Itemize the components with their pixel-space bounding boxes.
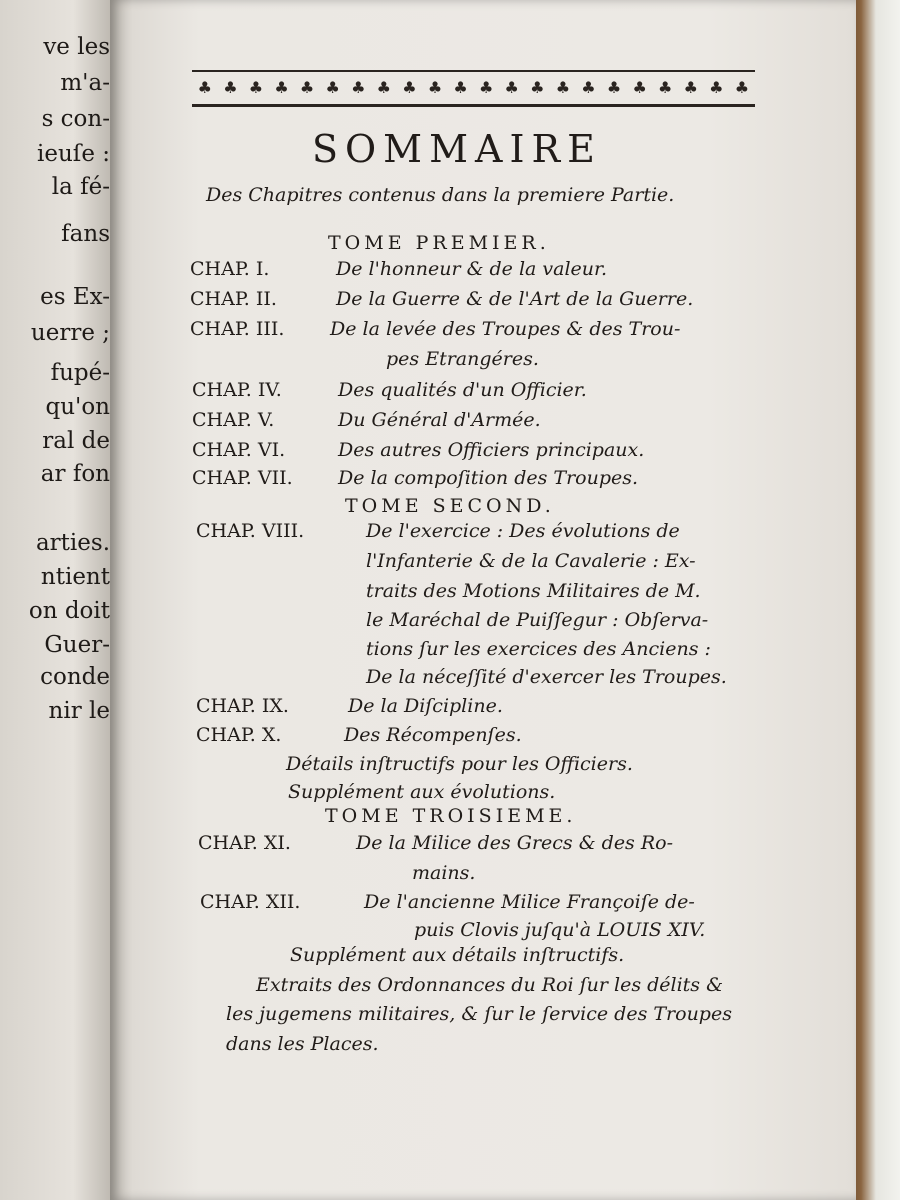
club-ornament-icon: ♣: [632, 78, 647, 97]
left-page-fragment: fupé-: [50, 360, 110, 386]
club-ornament-icon: ♣: [274, 78, 289, 97]
left-page-fragment: ntient: [40, 564, 110, 590]
tome-heading: TOME PREMIER.: [328, 232, 550, 254]
left-page-fragment: s con-: [41, 106, 110, 132]
club-ornament-icon: ♣: [709, 78, 724, 97]
chapter-label: CHAP. X.: [196, 724, 282, 746]
left-page-fragment: Guer-: [44, 632, 110, 658]
chapter-label: CHAP. IX.: [196, 695, 289, 717]
left-page-fragment: ar fon: [40, 461, 110, 487]
chapter-label: CHAP. XII.: [200, 891, 301, 913]
facing-left-page: [0, 0, 122, 1200]
chapter-title-continued: le Maréchal de Puiſſegur : Obſerva-: [366, 609, 709, 631]
chapter-label: CHAP. VII.: [192, 467, 293, 489]
left-page-fragment: uerre ;: [30, 320, 110, 346]
club-ornament-icon: ♣: [402, 78, 417, 97]
club-ornament-icon: ♣: [453, 78, 468, 97]
chapter-title: De l'honneur & de la valeur.: [336, 258, 608, 280]
club-ornament-icon: ♣: [606, 78, 622, 97]
detail-line: Supplément aux détails inſtructifs.: [290, 944, 625, 966]
chapter-title: De l'ancienne Milice Françoiſe de-: [364, 891, 695, 913]
club-ornament-icon: ♣: [427, 78, 443, 97]
left-page-fragment: es Ex-: [40, 284, 110, 310]
left-page-fragment: ieuſe :: [37, 141, 110, 167]
chapter-title-continued: De la néceſſité d'exercer les Troupes.: [366, 666, 727, 688]
club-ornament-icon: ♣: [658, 78, 673, 97]
closing-line: Extraits des Ordonnances du Roi ſur les délits &: [256, 974, 724, 996]
chapter-title-continued: pes Etrangéres.: [386, 348, 539, 370]
chapter-title-continued: tions ſur les exercices des Anciens :: [366, 638, 711, 660]
chapter-title-continued: traits des Motions Militaires de M.: [366, 580, 701, 602]
chapter-label: CHAP. IV.: [192, 379, 282, 401]
left-page-fragment: la fé-: [51, 174, 110, 200]
chapter-label: CHAP. VIII.: [196, 520, 305, 542]
chapter-title-continued: puis Clovis juſqu'à LOUIS XIV.: [414, 919, 706, 941]
left-page-fragment: qu'on: [45, 394, 110, 420]
club-ornament-icon: ♣: [734, 78, 750, 97]
club-ornament-icon: ♣: [248, 78, 264, 97]
club-ornament-icon: ♣: [683, 78, 698, 97]
chapter-label: CHAP. V.: [192, 409, 275, 431]
club-ornament-icon: ♣: [197, 78, 212, 97]
detail-line: Détails inſtructifs pour les Officiers.: [286, 753, 633, 775]
left-page-fragment: conde: [40, 664, 110, 690]
club-ornament-icon: ♣: [530, 78, 545, 97]
club-ornament-icon: ♣: [325, 78, 340, 97]
chapter-title: Des autres Officiers principaux.: [338, 439, 645, 461]
chapter-title-continued: mains.: [412, 862, 476, 884]
club-ornament-icon: ♣: [581, 78, 596, 97]
tome-heading: TOME SECOND.: [345, 495, 555, 517]
page-subtitle: Des Chapitres contenus dans la premiere Partie.: [206, 184, 675, 206]
chapter-label: CHAP. II.: [190, 288, 277, 310]
club-ornament-icon: ♣: [299, 78, 315, 97]
left-page-fragment: fans: [61, 221, 110, 247]
club-ornament-icon: ♣: [351, 78, 366, 97]
left-page-fragment: ral de: [42, 428, 110, 454]
chapter-title: Des Récompenſes.: [344, 724, 522, 746]
chapter-label: CHAP. VI.: [192, 439, 286, 461]
ornament-band: [192, 70, 755, 107]
chapter-title: De la levée des Troupes & des Trou-: [330, 318, 681, 340]
chapter-title: De la Milice des Grecs & des Ro-: [356, 832, 674, 854]
club-ornament-icon: ♣: [504, 78, 519, 97]
detail-line: Supplément aux évolutions.: [288, 781, 556, 803]
chapter-label: CHAP. III.: [190, 318, 285, 340]
club-ornament-icon: ♣: [376, 78, 391, 97]
club-ornament-icon: ♣: [555, 78, 571, 97]
club-ornament-icon: ♣: [478, 78, 494, 97]
left-page-fragment: arties.: [35, 530, 110, 556]
chapter-title: Du Général d'Armée.: [338, 409, 541, 431]
page-title: SOMMAIRE: [312, 127, 602, 171]
closing-line: dans les Places.: [226, 1033, 379, 1055]
closing-line: les jugemens militaires, & ſur le ſervice des Troupes: [226, 1003, 732, 1025]
chapter-label: CHAP. XI.: [198, 832, 291, 854]
left-page-fragment: on doit: [28, 598, 110, 624]
club-ornament-icon: ♣: [223, 78, 238, 97]
chapter-title: De la Guerre & de l'Art de la Guerre.: [336, 288, 694, 310]
chapter-title: Des qualités d'un Officier.: [338, 379, 587, 401]
left-page-fragment: ve les: [43, 34, 110, 60]
left-page-fragment: m'a-: [60, 70, 110, 96]
chapter-title: De l'exercice : Des évolutions de: [366, 520, 680, 542]
chapter-label: CHAP. I.: [190, 258, 270, 280]
chapter-title: De la compoſition des Troupes.: [338, 467, 639, 489]
left-page-fragment: nir le: [48, 698, 110, 724]
tome-heading: TOME TROISIEME.: [325, 805, 577, 827]
chapter-title-continued: l'Infanterie & de la Cavalerie : Ex-: [366, 550, 696, 572]
chapter-title: De la Diſcipline.: [348, 695, 503, 717]
